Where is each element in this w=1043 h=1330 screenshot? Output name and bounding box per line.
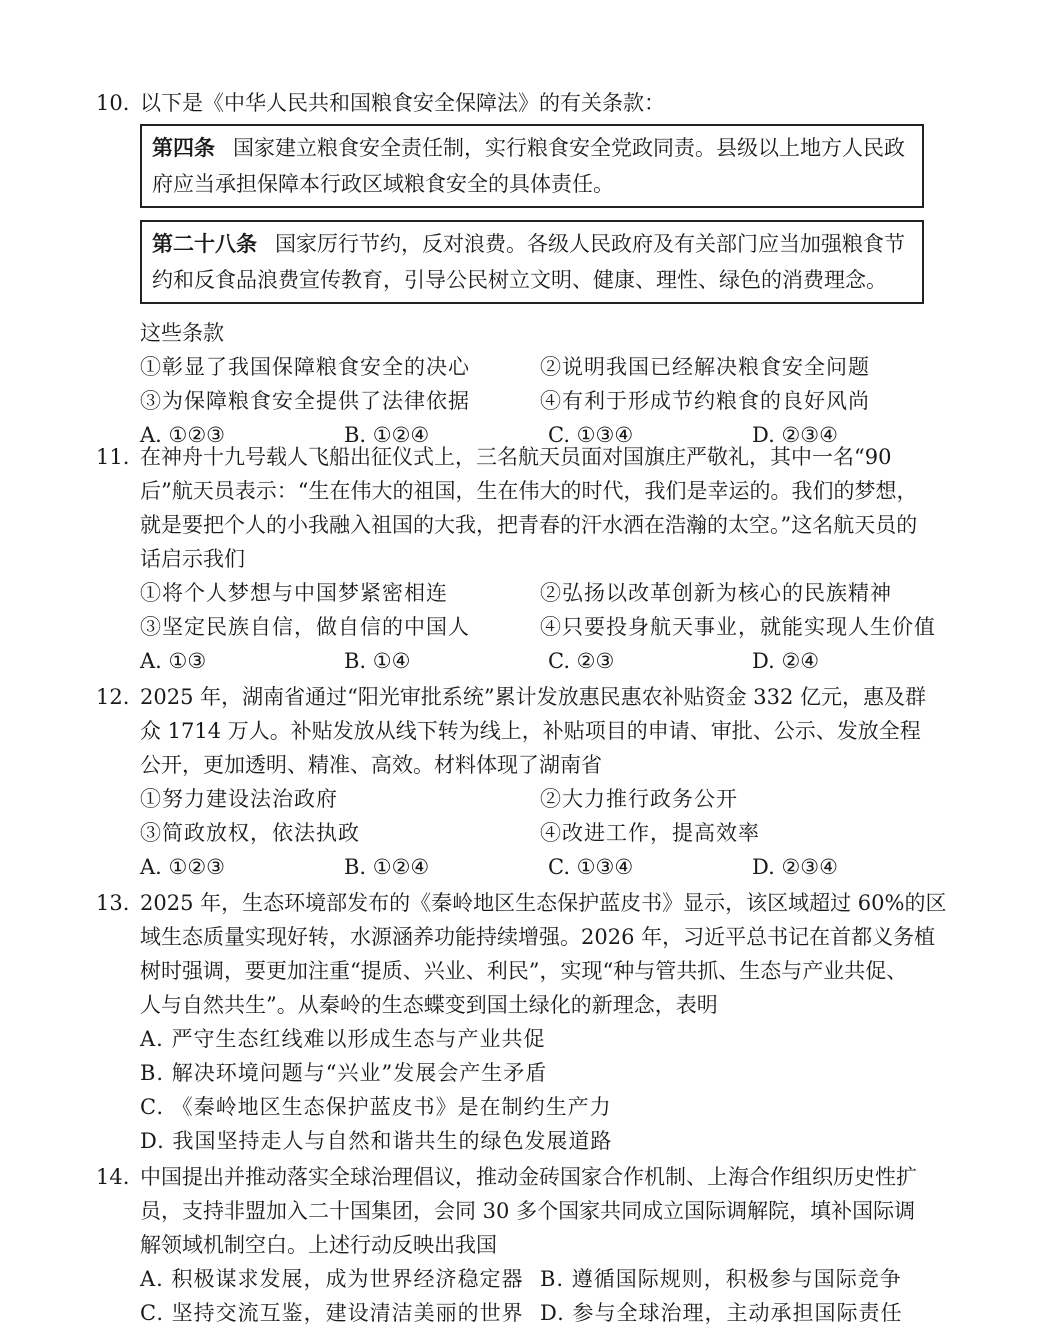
- question-stem-line: 人与自然共生”。从秦岭的生态蝶变到国土绿化的新理念，表明: [140, 993, 718, 1017]
- article-28-box: [140, 220, 924, 304]
- answer-choice-d[interactable]: D. 我国坚持走人与自然和谐共生的绿色发展道路: [140, 1129, 613, 1153]
- answer-choice-b[interactable]: B. 遵循国际规则，积极参与国际竞争: [540, 1267, 902, 1291]
- question-stem-line: 域生态质量实现好转，水源涵养功能持续增强。2026 年，习近平总书记在首都义务植: [140, 925, 936, 949]
- statement-item: ③坚定民族自信，做自信的中国人: [140, 615, 470, 639]
- statement-item: ①努力建设法治政府: [140, 787, 338, 811]
- answer-choice-b[interactable]: B. ①④: [344, 649, 411, 673]
- article-title: 第二十八条: [152, 232, 257, 256]
- question-stem-line: 树时强调，要更加注重“提质、兴业、利民”，实现“种与管共抓、生态与产业共促、: [140, 959, 908, 983]
- question-stem: 以下是《中华人民共和国粮食安全保障法》的有关条款：: [140, 91, 665, 115]
- question-stem-line: 后”航天员表示：“生在伟大的祖国，生在伟大的时代，我们是幸运的。我们的梦想，: [140, 479, 918, 503]
- answer-choice-d[interactable]: D. ②④: [752, 649, 820, 673]
- statement-item: ③为保障粮食安全提供了法律依据: [140, 389, 470, 413]
- question-stem-line: 就是要把个人的小我融入祖国的大我，把青春的汗水洒在浩瀚的太空。”这名航天员的: [140, 513, 918, 537]
- question-stem-line: 话启示我们: [140, 547, 245, 571]
- question-stem-line: 2025 年，湖南省通过“阳光审批系统”累计发放惠民惠农补贴资金 332 亿元，惠及群: [140, 685, 927, 709]
- question-number: 11.: [96, 445, 130, 469]
- question-stem-line: 解领域机制空白。上述行动反映出我国: [140, 1233, 497, 1257]
- article-text: 约和反食品浪费宣传教育，引导公民树立文明、健康、理性、绿色的消费理念。: [152, 268, 887, 292]
- statement-item: ④只要投身航天事业，就能实现人生价值: [540, 615, 936, 639]
- statement-item: ③简政放权，依法执政: [140, 821, 360, 845]
- question-10: [96, 86, 956, 452]
- article-text: 国家建立粮食安全责任制，实行粮食安全党政同责。县级以上地方人民政: [233, 136, 905, 160]
- question-number: 14.: [96, 1165, 130, 1189]
- answer-choice-a[interactable]: A. ①②③: [140, 423, 225, 447]
- answer-choice-a[interactable]: A. ①③: [140, 649, 207, 673]
- question-stem-line: 2025 年，生态环境部发布的《秦岭地区生态保护蓝皮书》显示，该区域超过 60%的区: [140, 891, 947, 915]
- answer-choice-c[interactable]: C. ①③④: [548, 855, 634, 879]
- article-text: 府应当承担保障本行政区域粮食安全的具体责任。: [152, 172, 614, 196]
- question-12: [96, 680, 956, 884]
- answer-choice-a[interactable]: A. 积极谋求发展，成为世界经济稳定器: [140, 1267, 524, 1291]
- statement-item: ②大力推行政务公开: [540, 787, 738, 811]
- question-lead: 这些条款: [140, 321, 224, 345]
- question-number: 13.: [96, 891, 130, 915]
- answer-choice-c[interactable]: C. ①③④: [548, 423, 634, 447]
- statement-item: ④有利于形成节约粮食的良好风尚: [540, 389, 870, 413]
- answer-choice-a[interactable]: A. ①②③: [140, 855, 225, 879]
- answer-choice-d[interactable]: D. 参与全球治理，主动承担国际责任: [540, 1301, 903, 1325]
- statement-item: ④改进工作，提高效率: [540, 821, 760, 845]
- question-14: [96, 1160, 956, 1330]
- answer-choice-a[interactable]: A. 严守生态红线难以形成生态与产业共促: [140, 1027, 546, 1051]
- answer-choice-d[interactable]: D. ②③④: [752, 855, 838, 879]
- answer-choice-b[interactable]: B. 解决环境问题与“兴业”发展会产生矛盾: [140, 1061, 548, 1085]
- answer-choice-b[interactable]: B. ①②④: [344, 855, 430, 879]
- question-stem-line: 众 1714 万人。补贴发放从线下转为线上，补贴项目的申请、审批、公示、发放全程: [140, 719, 921, 743]
- statement-item: ②弘扬以改革创新为核心的民族精神: [540, 581, 892, 605]
- answer-choice-c[interactable]: C. ②③: [548, 649, 615, 673]
- question-stem-line: 中国提出并推动落实全球治理倡议，推动金砖国家合作机制、上海合作组织历史性扩: [140, 1165, 917, 1189]
- article-text: 国家厉行节约，反对浪费。各级人民政府及有关部门应当加强粮食节: [275, 232, 905, 256]
- question-number: 10.: [96, 91, 130, 115]
- answer-choice-b[interactable]: B. ①②④: [344, 423, 430, 447]
- question-13: [96, 886, 956, 1158]
- article-title: 第四条: [152, 136, 215, 160]
- question-stem-line: 员，支持非盟加入二十国集团，会同 30 多个国家共同成立国际调解院，填补国际调: [140, 1199, 916, 1223]
- answer-choice-c[interactable]: C. 《秦岭地区生态保护蓝皮书》是在制约生产力: [140, 1095, 612, 1119]
- statement-item: ①彰显了我国保障粮食安全的决心: [140, 355, 470, 379]
- answer-choice-c[interactable]: C. 坚持交流互鉴，建设清洁美丽的世界: [140, 1301, 524, 1325]
- question-11: [96, 440, 956, 678]
- question-stem-line: 公开，更加透明、精准、高效。材料体现了湖南省: [140, 753, 602, 777]
- statement-item: ②说明我国已经解决粮食安全问题: [540, 355, 870, 379]
- question-stem-line: 在神舟十九号载人飞船出征仪式上，三名航天员面对国旗庄严敬礼，其中一名“90: [140, 445, 892, 469]
- answer-choice-d[interactable]: D. ②③④: [752, 423, 838, 447]
- statement-item: ①将个人梦想与中国梦紧密相连: [140, 581, 448, 605]
- question-number: 12.: [96, 685, 130, 709]
- article-4-box: [140, 124, 924, 208]
